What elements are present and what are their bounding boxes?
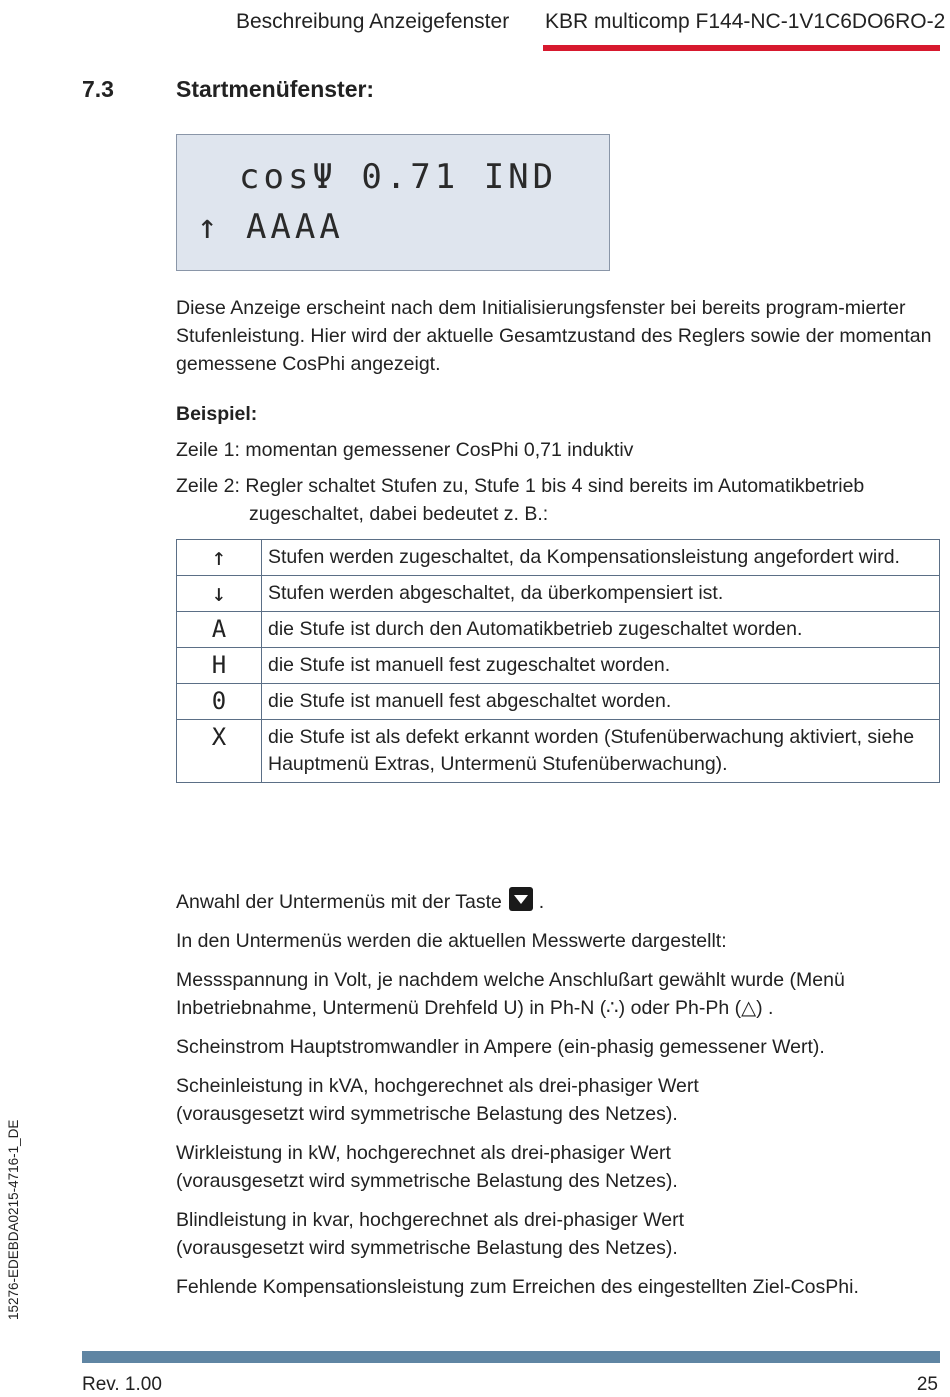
example-heading: Beispiel: [176,403,258,425]
active-power-paragraph [176,1139,946,1195]
submenu-selection-period: . [538,891,545,913]
footer-revision: Rev. 1.00 [82,1374,162,1395]
example-line-1: Zeile 1: momentan gemessener CosPhi 0,71 induktiv [176,439,634,461]
voltage-paragraph: Messspannung in Volt, je nachdem welche Anschlußart gewählt wurde (Menü Inbetriebnahme, Untermenü Drehfeld U) in Ph-N (∴) oder Ph-Ph (△) . [176,969,845,1019]
symbol-legend-table [176,539,940,783]
example-line-2 [176,472,946,528]
section-title: Startmenüfenster: [176,76,375,102]
lcd-line-2: ↑ AAAA [197,207,344,247]
lcd-line-1: cosΨ 0.71 IND [239,157,558,197]
submenu-selection-text: Anwahl der Untermenüs mit der Taste [176,891,502,913]
symbol-zero: 0 [177,684,262,720]
apparent-power-line-1: Scheinleistung in kVA, hochgerechnet als drei-phasiger Wert [176,1075,699,1097]
legend-text: die Stufe ist manuell fest abgeschaltet worden. [262,684,940,720]
apparent-power-line-2: (vorausgesetzt wird symmetrische Belastung des Netzes). [176,1103,678,1125]
footer-bar [82,1351,940,1363]
reactive-power-line-1: Blindleistung in kvar, hochgerechnet als drei-phasiger Wert [176,1209,684,1231]
page-number: 25 [916,1374,938,1395]
legend-text: die Stufe ist manuell fest zugeschaltet worden. [262,648,940,684]
apparent-power-paragraph [176,1072,946,1128]
example-line-2-first: Zeile 2: Regler schaltet Stufen zu, Stufe 1 bis 4 sind bereits im Automatikbetrieb [176,475,865,497]
header-product-name: KBR multicomp F144-NC-1V1C6DO6RO-2 [545,10,946,33]
legend-text: Stufen werden abgeschaltet, da überkompensiert ist. [262,576,940,612]
table-row [177,720,940,783]
symbol-h: H [177,648,262,684]
current-paragraph: Scheinstrom Hauptstromwandler in Ampere (ein-phasig gemessener Wert). [176,1036,825,1058]
header-chapter-title: Beschreibung Anzeigefenster [236,10,510,33]
table-row [177,540,940,576]
active-power-line-2: (vorausgesetzt wird symmetrische Belastung des Netzes). [176,1170,678,1192]
legend-text: die Stufe ist als defekt erkannt worden (Stufenüberwachung aktiviert, siehe Hauptmenü Extras, Untermenü Stufenüberwachung). [262,720,940,783]
lcd-display [176,134,610,271]
symbol-a: A [177,612,262,648]
intro-paragraph: Diese Anzeige erscheint nach dem Initialisierungsfenster bei bereits program-mierter Stufenleistung. Hier wird der aktuelle Gesamtzustand des Reglers sowie der momentan gemessene CosPhi angezeigt. [176,297,932,375]
down-arrow-key-icon [509,887,533,911]
symbol-x: X [177,720,262,783]
example-line-2-second: zugeschaltet, dabei bedeutet z. B.: [249,503,549,525]
table-row [177,648,940,684]
active-power-line-1: Wirkleistung in kW, hochgerechnet als drei-phasiger Wert [176,1142,671,1164]
table-row [177,684,940,720]
submenu-selection-paragraph [176,887,946,916]
reactive-power-paragraph [176,1206,946,1262]
legend-text: Stufen werden zugeschaltet, da Kompensationsleistung angefordert wird. [262,540,940,576]
section-number: 7.3 [82,76,114,102]
header-accent-bar [543,45,940,51]
table-row [177,576,940,612]
measurement-intro: In den Untermenüs werden die aktuellen Messwerte dargestellt: [176,930,727,952]
document-code: 15276-EDEBDA0215-4716-1_DE [6,1119,21,1320]
missing-compensation-paragraph: Fehlende Kompensationsleistung zum Erreichen des eingestellten Ziel-CosPhi. [176,1276,859,1298]
legend-text: die Stufe ist durch den Automatikbetrieb zugeschaltet worden. [262,612,940,648]
arrow-up-icon: ↑ [177,540,262,576]
reactive-power-line-2: (vorausgesetzt wird symmetrische Belastung des Netzes). [176,1237,678,1259]
table-row [177,612,940,648]
arrow-down-icon: ↓ [177,576,262,612]
